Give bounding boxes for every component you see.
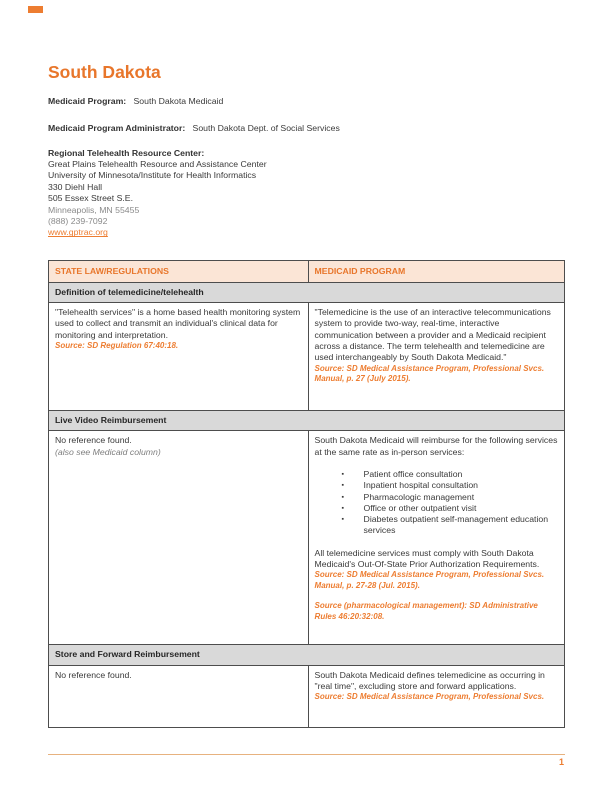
list-item: ▪ Pharmacologic management bbox=[342, 492, 558, 503]
table-header-row bbox=[49, 260, 565, 282]
rtrc-label: Regional Telehealth Resource Center: bbox=[48, 147, 205, 158]
section-row-store-forward bbox=[49, 645, 565, 665]
table-row-store-forward bbox=[49, 665, 565, 727]
page-corner-mark bbox=[28, 6, 43, 13]
list-item: ▪ Office or other outpatient visit bbox=[342, 503, 558, 514]
rtrc-line: Great Plains Telehealth Resource and Assistance Center bbox=[48, 158, 267, 169]
medicaid-administrator-value: South Dakota Dept. of Social Services bbox=[192, 123, 340, 134]
column-header-medicaid-program: MEDICAID PROGRAM bbox=[308, 260, 564, 282]
footer-divider bbox=[48, 754, 565, 755]
section-heading-store-forward: Store and Forward Reimbursement bbox=[49, 645, 565, 665]
column-header-state-law: STATE LAW/REGULATIONS bbox=[49, 260, 309, 282]
section-heading-live-video: Live Video Reimbursement bbox=[49, 411, 565, 431]
live-video-source-2: Source (pharmacological management): SD Administrative Rules 46:20:32:08. bbox=[314, 601, 538, 621]
medicaid-administrator-line bbox=[48, 123, 565, 134]
rtrc-website-link[interactable]: www.gptrac.org bbox=[48, 227, 108, 238]
section-heading-definition: Definition of telemedicine/telehealth bbox=[49, 282, 565, 302]
rtrc-line: 330 Diehl Hall bbox=[48, 181, 103, 192]
store-forward-medicaid-text: South Dakota Medicaid defines telemedicine as occurring in "real time", excluding store and forward applications. bbox=[314, 669, 545, 691]
rtrc-phone-line: (888) 239-7092 bbox=[48, 215, 108, 226]
definition-medicaid-source: Source: SD Medical Assistance Program, Professional Svcs. Manual, p. 27 (July 2015). bbox=[314, 363, 545, 384]
medicaid-program-label: Medicaid Program: bbox=[48, 96, 127, 106]
live-video-outro-text: All telemedicine services must comply with South Dakota Medicaid's Out-Of-State Prior Authorization Requirements. bbox=[314, 547, 540, 569]
table-row-live-video bbox=[49, 431, 565, 645]
live-video-intro-text: South Dakota Medicaid will reimburse for the following services at the same rate as in-person services: bbox=[314, 435, 558, 457]
list-item: ▪ Diabetes outpatient self-management education services bbox=[342, 514, 558, 537]
document-page bbox=[48, 0, 565, 728]
section-row-live-video bbox=[49, 411, 565, 431]
definition-state-law-cell bbox=[49, 303, 309, 411]
live-video-state-law-note: (also see Medicaid column) bbox=[55, 446, 161, 457]
table-row-definition bbox=[49, 303, 565, 411]
live-video-medicaid-cell bbox=[308, 431, 564, 645]
definition-medicaid-cell bbox=[308, 303, 564, 411]
definition-medicaid-text: "Telemedicine is the use of an interactive telecommunications system to provide two-way, real-time, interactive communication between a provider and a Medicaid recipient across a distance. The term telehealth and telemedicine are used interchangeably by South Dakota Medicaid." bbox=[314, 307, 551, 363]
state-law-table bbox=[48, 260, 565, 728]
page-title: South Dakota bbox=[48, 62, 161, 82]
reimbursed-services-list bbox=[315, 469, 558, 537]
rtrc-block bbox=[48, 148, 565, 239]
definition-state-law-text: "Telehealth services" is a home based health monitoring system used to collect and transmit an individual's clinical data for monitoring and interpretation. bbox=[55, 307, 301, 340]
live-video-source-1: Source: SD Medical Assistance Program, Professional Svcs. Manual, p. 27-28 (Jul. 2015). bbox=[314, 570, 545, 590]
store-forward-medicaid-cell bbox=[308, 665, 564, 727]
rtrc-city-line: Minneapolis, MN 55455 bbox=[48, 204, 140, 215]
store-forward-state-law-text: No reference found. bbox=[55, 669, 132, 680]
list-item: ▪ Inpatient hospital consultation bbox=[342, 480, 558, 491]
rtrc-line: University of Minnesota/Institute for Health Informatics bbox=[48, 170, 257, 181]
medicaid-program-line bbox=[48, 96, 565, 107]
live-video-state-law-text: No reference found. bbox=[55, 435, 132, 446]
definition-state-law-source: Source: SD Regulation 67:40:18. bbox=[55, 340, 179, 350]
section-row-definition bbox=[49, 282, 565, 302]
store-forward-medicaid-source: Source: SD Medical Assistance Program, Professional Svcs. bbox=[314, 692, 545, 702]
medicaid-program-value: South Dakota Medicaid bbox=[133, 96, 224, 106]
live-video-state-law-cell bbox=[49, 431, 309, 645]
medicaid-administrator-label: Medicaid Program Administrator: bbox=[48, 123, 186, 134]
rtrc-line: 505 Essex Street S.E. bbox=[48, 193, 133, 204]
store-forward-state-law-cell bbox=[49, 665, 309, 727]
page-number: 1 bbox=[558, 757, 564, 767]
list-item: ▪ Patient office consultation bbox=[342, 469, 558, 480]
